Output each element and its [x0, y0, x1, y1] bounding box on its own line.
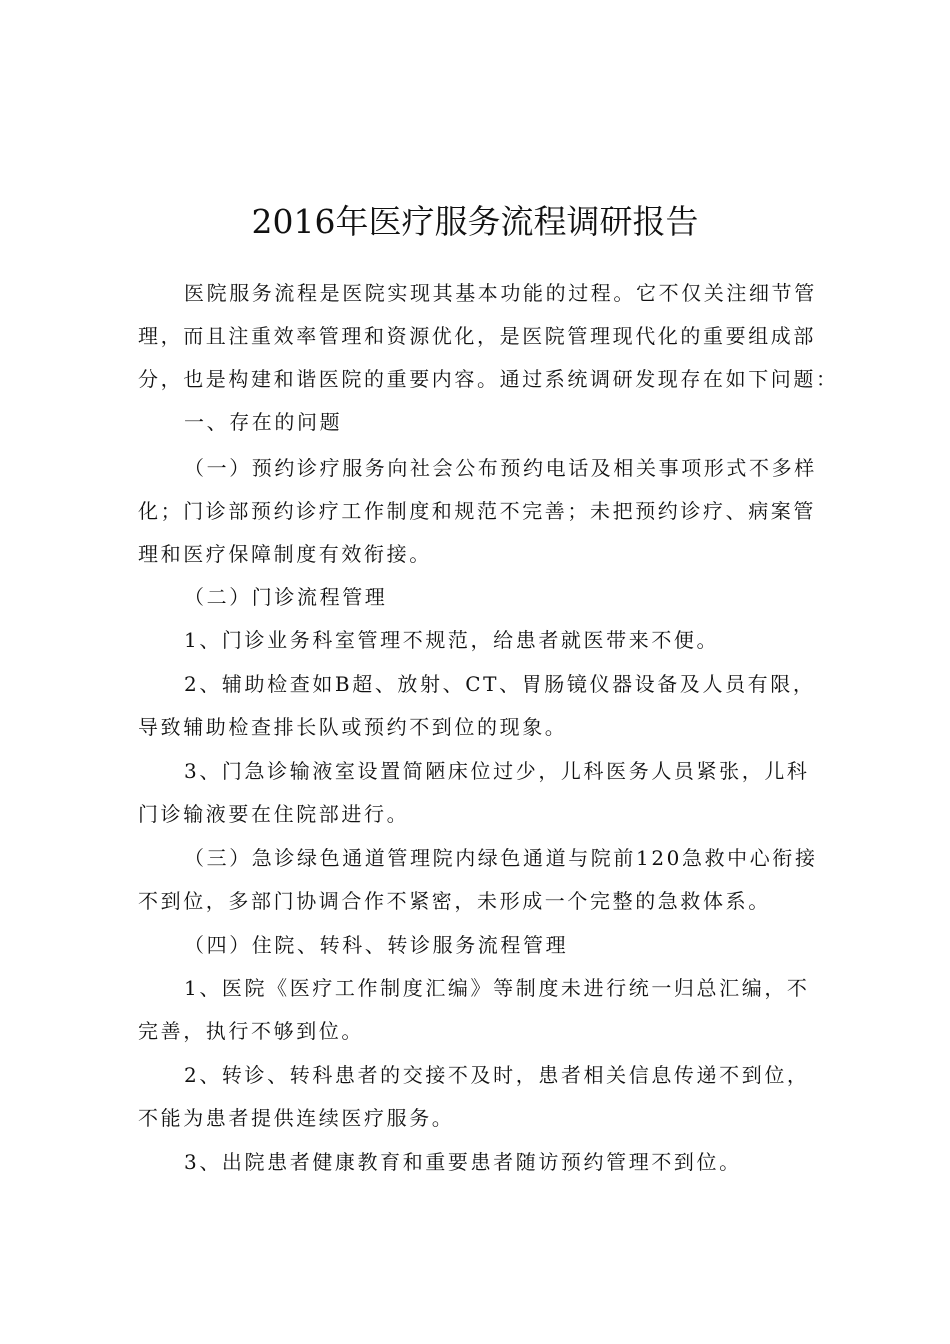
list-item: 1、医院《医疗工作制度汇编》等制度未进行统一归总汇编，不 — [184, 976, 810, 1000]
subsection-line: （一）预约诊疗服务向社会公布预约电话及相关事项形式不多样 — [184, 456, 817, 480]
paragraph-line: 医院服务流程是医院实现其基本功能的过程。它不仅关注细节管 — [184, 281, 817, 305]
paragraph-line: 不能为患者提供连续医疗服务。 — [138, 1106, 455, 1130]
list-item: 1、门诊业务科室管理不规范，给患者就医带来不便。 — [184, 628, 720, 652]
section-heading: 一、存在的问题 — [184, 410, 343, 434]
page-title: 2016年医疗服务流程调研报告 — [251, 202, 699, 241]
paragraph-line: 门诊输液要在住院部进行。 — [138, 802, 410, 826]
list-item: 2、辅助检查如B超、放射、CT、胃肠镜仪器设备及人员有限， — [184, 672, 816, 696]
paragraph-line: 理，而且注重效率管理和资源优化，是医院管理现代化的重要组成部 — [138, 324, 816, 348]
list-item: 2、转诊、转科患者的交接不及时，患者相关信息传递不到位， — [184, 1063, 810, 1087]
paragraph-line: 不到位，多部门协调合作不紧密，未形成一个完整的急救体系。 — [138, 889, 771, 913]
list-item: 3、出院患者健康教育和重要患者随访预约管理不到位。 — [184, 1150, 742, 1174]
subsection-line: （三）急诊绿色通道管理院内绿色通道与院前120急救中心衔接 — [184, 846, 818, 870]
paragraph-line: 导致辅助检查排长队或预约不到位的现象。 — [138, 715, 568, 739]
list-item: 3、门急诊输液室设置简陋床位过少，儿科医务人员紧张，儿科 — [184, 759, 810, 783]
paragraph-line: 化；门诊部预约诊疗工作制度和规范不完善；未把预约诊疗、病案管 — [138, 499, 816, 523]
paragraph-line: 分，也是构建和谐医院的重要内容。通过系统调研发现存在如下问题： — [138, 367, 839, 391]
subsection-heading: （四）住院、转科、转诊服务流程管理 — [184, 933, 569, 957]
paragraph-line: 完善，执行不够到位。 — [138, 1019, 364, 1043]
subsection-heading: （二）门诊流程管理 — [184, 585, 388, 609]
paragraph-line: 理和医疗保障制度有效衔接。 — [138, 542, 432, 566]
